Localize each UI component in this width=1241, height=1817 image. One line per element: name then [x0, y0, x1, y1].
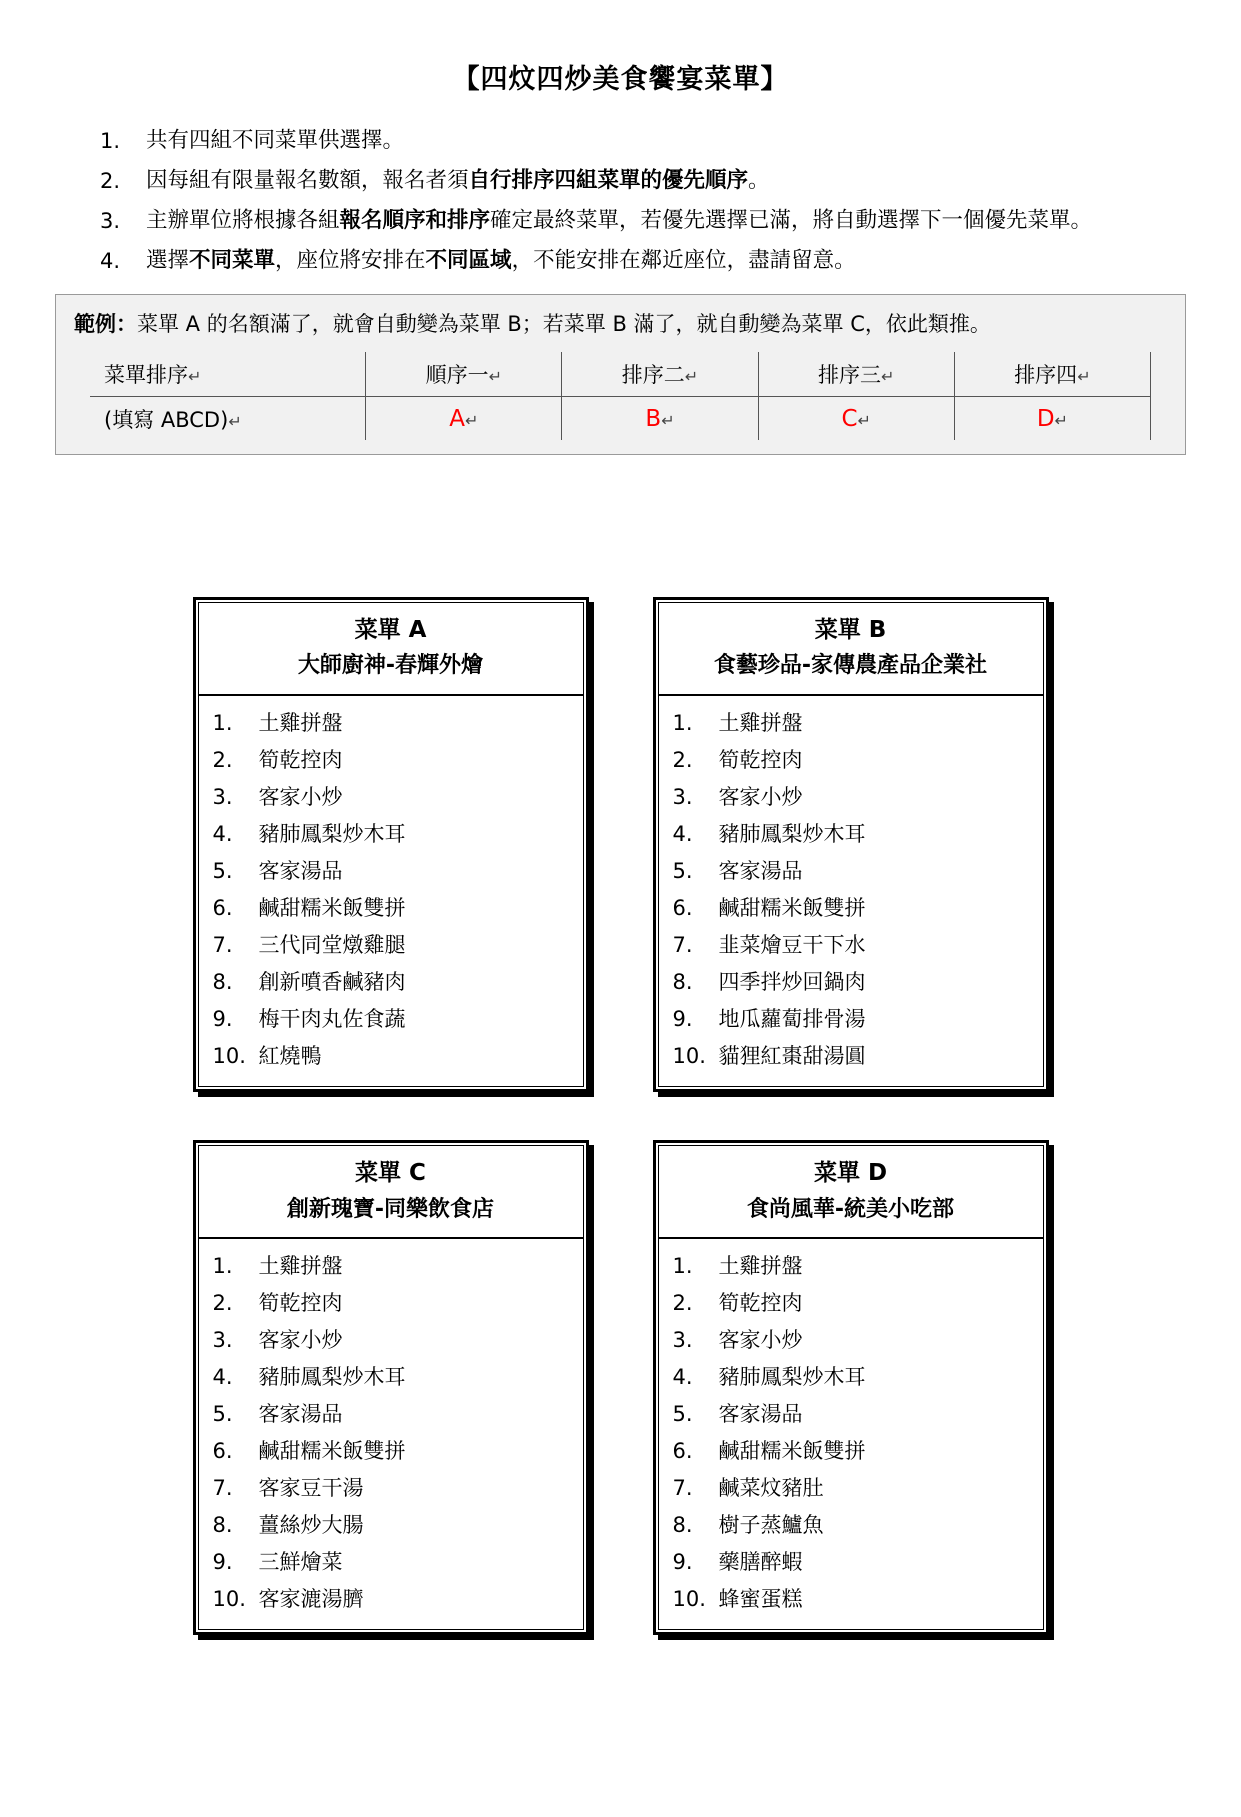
pilcrow-icon: ↵ — [228, 411, 242, 431]
list-item — [199, 1359, 583, 1396]
dish-name: 客家漉湯臍 — [258, 1587, 364, 1612]
dish-list — [659, 696, 1043, 1086]
instruction-span: 確定最終菜單，若優先選擇已滿，將自動選擇下一個優先菜單。 — [490, 208, 1093, 234]
table-header-cell-3 — [758, 352, 954, 396]
dish-number: 4. — [672, 1365, 693, 1390]
list-item — [659, 816, 1043, 853]
dish-number: 9. — [672, 1550, 693, 1575]
dish-name: 客家湯品 — [258, 859, 343, 884]
dish-number: 2. — [212, 748, 233, 773]
row-label-line1: 菜單排序 — [104, 363, 188, 388]
dish-name: 鹹甜糯米飯雙拼 — [258, 1439, 406, 1464]
table-value-cell-4[interactable] — [954, 396, 1150, 440]
list-item — [199, 853, 583, 890]
list-item — [199, 1001, 583, 1038]
dish-number: 1. — [212, 1254, 233, 1279]
dish-number: 5. — [672, 1402, 693, 1427]
list-item — [659, 1285, 1043, 1322]
list-item — [199, 1581, 583, 1618]
dish-name: 貓狸紅棗甜湯圓 — [718, 1044, 866, 1069]
menu-subtitle: 創新瑰寶-同樂飲食店 — [286, 1196, 495, 1222]
list-item — [659, 1581, 1043, 1618]
menu-title: 菜單 B — [814, 617, 887, 643]
dish-number: 7. — [212, 933, 233, 958]
dish-number: 6. — [672, 896, 693, 921]
list-item — [199, 816, 583, 853]
pilcrow-icon: ↵ — [661, 410, 675, 430]
list-item — [659, 779, 1043, 816]
list-item — [199, 1396, 583, 1433]
dish-number: 4. — [212, 1365, 233, 1390]
dish-list — [199, 696, 583, 1086]
instruction-text — [146, 203, 1151, 240]
header-label-4: 排序四 — [1014, 363, 1078, 388]
instruction-number: 2. — [100, 169, 121, 194]
list-item — [199, 1322, 583, 1359]
list-item — [199, 1507, 583, 1544]
menu-card-c[interactable] — [193, 1140, 589, 1635]
dish-number: 10. — [212, 1044, 246, 1069]
menu-subtitle: 大師廚神-春輝外燴 — [297, 653, 484, 679]
example-body: 菜單 A 的名額滿了，就會自動變為菜單 B；若菜單 B 滿了，就自動變為菜單 C，依此類推。 — [137, 311, 991, 336]
dish-number: 8. — [212, 1513, 233, 1538]
dish-number: 1. — [672, 711, 693, 736]
table-header-cell-2 — [562, 352, 758, 396]
list-item — [659, 927, 1043, 964]
list-item — [659, 964, 1043, 1001]
dish-name: 薑絲炒大腸 — [258, 1513, 364, 1538]
dish-name: 梅干肉丸佐食蔬 — [258, 1007, 406, 1032]
menu-cards-area — [0, 597, 1241, 1635]
header-label-2: 排序二 — [621, 363, 685, 388]
dish-name: 三代同堂燉雞腿 — [258, 933, 406, 958]
header-label-1: 順序一 — [425, 363, 489, 388]
dish-number: 1. — [672, 1254, 693, 1279]
dish-name: 客家小炒 — [718, 785, 803, 810]
dish-number: 10. — [672, 1587, 706, 1612]
menu-row-2 — [0, 1140, 1241, 1635]
dish-name: 四季拌炒回鍋肉 — [718, 970, 866, 995]
menu-card-inner — [658, 602, 1044, 1087]
dish-name: 土雞拼盤 — [258, 711, 343, 736]
table-value-cell-1[interactable] — [366, 396, 562, 440]
order-priority-table — [90, 352, 1151, 440]
dish-number: 2. — [672, 1291, 693, 1316]
dish-name: 筍乾控肉 — [718, 748, 803, 773]
dish-number: 6. — [212, 1439, 233, 1464]
instruction-text — [146, 123, 1151, 160]
table-value-cell-3[interactable] — [758, 396, 954, 440]
list-item — [199, 1248, 583, 1285]
instruction-number: 4. — [100, 249, 121, 273]
dish-list — [199, 1239, 583, 1629]
dish-name: 土雞拼盤 — [718, 711, 803, 736]
dish-number: 8. — [672, 1513, 693, 1538]
dish-name: 韭菜燴豆干下水 — [718, 933, 866, 958]
dish-name: 客家湯品 — [258, 1402, 343, 1427]
dish-name: 地瓜蘿蔔排骨湯 — [718, 1007, 866, 1032]
menu-card-inner — [658, 1145, 1044, 1630]
dish-number: 2. — [672, 748, 693, 773]
menu-card-inner — [198, 602, 584, 1087]
dish-number: 1. — [212, 711, 233, 736]
dish-number: 9. — [212, 1550, 233, 1575]
pilcrow-icon: ↵ — [488, 367, 503, 387]
table-header-cell-4 — [954, 352, 1150, 396]
example-label: 範例： — [74, 311, 137, 336]
instruction-emphasis: 自行排序四組菜單的優先順序 — [468, 168, 749, 194]
instructions-list — [0, 123, 1241, 280]
instruction-span: 選擇 — [146, 248, 190, 273]
value-letter-4: D — [1036, 405, 1055, 432]
instruction-text — [146, 243, 1151, 280]
dish-number: 6. — [672, 1439, 693, 1464]
dish-number: 5. — [212, 859, 233, 884]
dish-name: 筍乾控肉 — [258, 1291, 343, 1316]
pilcrow-icon: ↵ — [684, 367, 699, 387]
value-letter-1: A — [449, 405, 465, 432]
menu-card-a[interactable] — [193, 597, 589, 1092]
dish-name: 鹹甜糯米飯雙拼 — [258, 896, 406, 921]
table-row-label-bottom — [90, 396, 366, 440]
list-item — [199, 1544, 583, 1581]
dish-number: 4. — [212, 822, 233, 847]
pilcrow-icon: ↵ — [857, 410, 871, 430]
menu-subtitle: 食藝珍品-家傳農產品企業社 — [713, 653, 988, 679]
instruction-span: ，不能安排在鄰近座位，盡請留意。 — [511, 248, 856, 273]
list-item — [659, 1001, 1043, 1038]
dish-name: 土雞拼盤 — [718, 1254, 803, 1279]
list-item — [659, 1322, 1043, 1359]
menu-row-1 — [0, 597, 1241, 1092]
table-header-row — [90, 352, 1151, 396]
list-item — [659, 1396, 1043, 1433]
menu-card-b[interactable] — [653, 597, 1049, 1092]
instruction-span: 。 — [748, 168, 770, 194]
menu-card-header — [659, 603, 1043, 696]
dish-name: 客家豆干湯 — [258, 1476, 364, 1501]
instruction-number: 3. — [100, 209, 121, 234]
value-letter-3: C — [841, 405, 858, 432]
list-item — [659, 890, 1043, 927]
dish-number: 3. — [672, 1328, 693, 1353]
table-value-row — [90, 396, 1151, 440]
dish-number: 2. — [212, 1291, 233, 1316]
pilcrow-icon: ↵ — [1054, 410, 1068, 430]
dish-number: 3. — [212, 1328, 233, 1353]
dish-number: 10. — [672, 1044, 706, 1069]
instruction-span: 共有四組不同菜單供選擇。 — [146, 128, 405, 154]
dish-name: 豬肺鳳梨炒木耳 — [718, 822, 866, 847]
page-title: 【四炆四炒美食饗宴菜單】 — [452, 64, 789, 95]
instruction-span: 因每組有限量報名數額，報名者須 — [146, 168, 469, 194]
table-value-cell-2[interactable] — [562, 396, 758, 440]
list-item — [659, 1248, 1043, 1285]
dish-name: 客家小炒 — [258, 1328, 343, 1353]
pilcrow-icon: ↵ — [188, 367, 202, 387]
instruction-item-1 — [0, 123, 1241, 160]
list-item — [199, 1038, 583, 1075]
dish-name: 豬肺鳳梨炒木耳 — [258, 822, 406, 847]
menu-card-inner — [198, 1145, 584, 1630]
dish-name: 蜂蜜蛋糕 — [718, 1587, 803, 1612]
dish-name: 三鮮燴菜 — [258, 1550, 343, 1575]
list-item — [199, 1285, 583, 1322]
dish-number: 8. — [672, 970, 693, 995]
dish-name: 創新噴香鹹豬肉 — [258, 970, 406, 995]
list-item — [659, 705, 1043, 742]
dish-number: 3. — [672, 785, 693, 810]
header-label-3: 排序三 — [817, 363, 881, 388]
instruction-text — [146, 163, 1151, 200]
list-item — [199, 890, 583, 927]
dish-number: 7. — [672, 1476, 693, 1501]
instruction-emphasis: 報名順序和排序 — [339, 208, 491, 234]
pilcrow-icon: ↵ — [1077, 367, 1091, 387]
dish-list — [659, 1239, 1043, 1629]
dish-number: 10. — [212, 1587, 246, 1612]
list-item — [199, 964, 583, 1001]
menu-card-header — [199, 603, 583, 696]
dish-number: 8. — [212, 970, 233, 995]
pilcrow-icon: ↵ — [464, 410, 479, 430]
list-item — [199, 1433, 583, 1470]
dish-name: 紅燒鴨 — [258, 1044, 322, 1069]
document-page — [0, 62, 1241, 1817]
instruction-emphasis: 不同菜單 — [189, 248, 276, 273]
dish-name: 土雞拼盤 — [258, 1254, 343, 1279]
example-text — [74, 309, 1171, 341]
list-item — [659, 853, 1043, 890]
list-item — [199, 779, 583, 816]
menu-title: 菜單 A — [354, 617, 427, 643]
dish-name: 客家小炒 — [258, 785, 343, 810]
dish-number: 7. — [672, 933, 693, 958]
dish-number: 6. — [212, 896, 233, 921]
instruction-emphasis: 不同區域 — [425, 248, 512, 273]
value-letter-2: B — [645, 405, 662, 432]
dish-name: 客家湯品 — [718, 1402, 803, 1427]
list-item — [199, 705, 583, 742]
dish-number: 5. — [672, 859, 693, 884]
menu-subtitle: 食尚風華-統美小吃部 — [746, 1196, 955, 1222]
list-item — [199, 927, 583, 964]
menu-title: 菜單 D — [813, 1160, 888, 1187]
menu-card-header — [199, 1146, 583, 1239]
dish-name: 鹹甜糯米飯雙拼 — [718, 1439, 866, 1464]
instruction-item-2 — [0, 163, 1241, 200]
list-item — [659, 1359, 1043, 1396]
menu-card-header — [659, 1146, 1043, 1239]
menu-title: 菜單 C — [355, 1160, 426, 1187]
table-header-cell-1 — [366, 352, 562, 396]
dish-number: 3. — [212, 785, 233, 810]
dish-number: 9. — [672, 1007, 693, 1032]
dish-name: 筍乾控肉 — [258, 748, 343, 773]
dish-name: 鹹甜糯米飯雙拼 — [718, 896, 866, 921]
list-item — [199, 1470, 583, 1507]
list-item — [659, 1038, 1043, 1075]
list-item — [659, 1433, 1043, 1470]
dish-name: 客家湯品 — [718, 859, 803, 884]
dish-number: 4. — [672, 822, 693, 847]
dish-name: 樹子蒸鱸魚 — [718, 1513, 824, 1538]
dish-name: 筍乾控肉 — [718, 1291, 803, 1316]
list-item — [659, 1507, 1043, 1544]
dish-name: 客家小炒 — [718, 1328, 803, 1353]
table-row-label-top — [90, 352, 366, 396]
row-label-line2: (填寫 ABCD) — [104, 407, 229, 432]
example-box — [55, 294, 1186, 456]
menu-card-d[interactable] — [653, 1140, 1049, 1635]
list-item — [659, 1544, 1043, 1581]
instruction-item-4 — [0, 243, 1241, 280]
dish-number: 7. — [212, 1476, 233, 1501]
list-item — [659, 1470, 1043, 1507]
instruction-span: ，座位將安排在 — [275, 248, 426, 273]
dish-number: 5. — [212, 1402, 233, 1427]
list-item — [199, 742, 583, 779]
dish-name: 藥膳醉蝦 — [718, 1550, 803, 1575]
instruction-span: 主辦單位將根據各組 — [146, 208, 340, 234]
list-item — [659, 742, 1043, 779]
pilcrow-icon: ↵ — [880, 367, 895, 387]
instruction-number: 1. — [100, 129, 121, 154]
dish-name: 豬肺鳳梨炒木耳 — [718, 1365, 866, 1390]
dish-name: 豬肺鳳梨炒木耳 — [258, 1365, 406, 1390]
dish-number: 9. — [212, 1007, 233, 1032]
dish-name: 鹹菜炆豬肚 — [718, 1476, 824, 1501]
instruction-item-3 — [0, 203, 1241, 240]
